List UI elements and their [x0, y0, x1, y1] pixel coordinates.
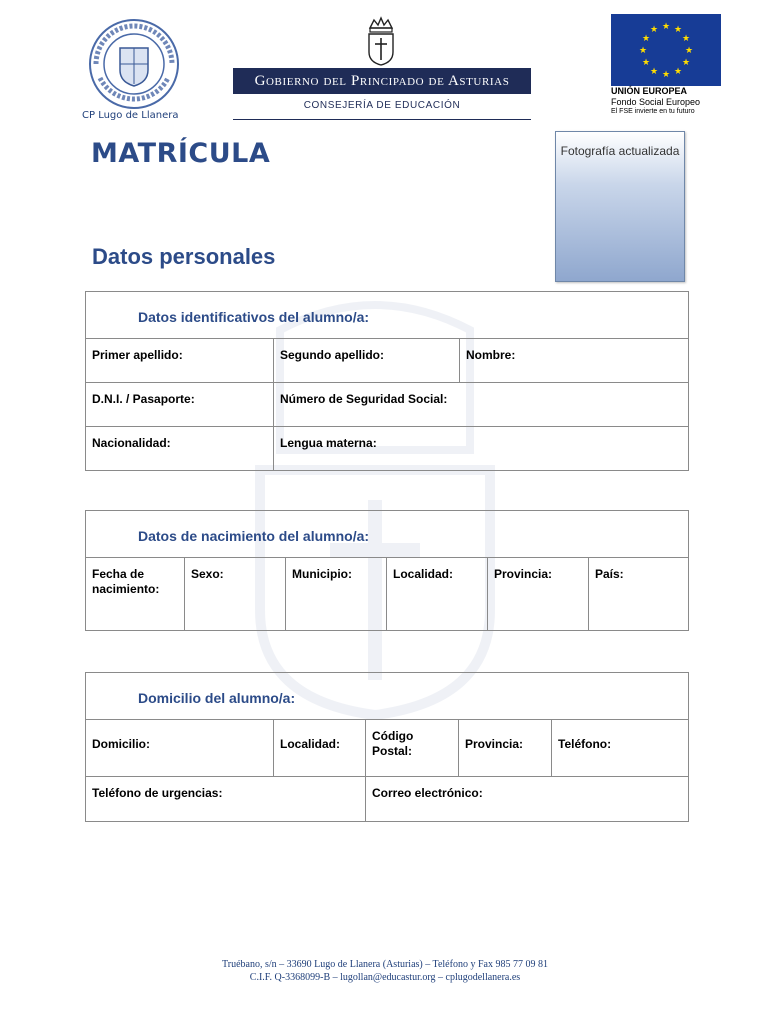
localidad-field[interactable]: Localidad:	[274, 720, 366, 776]
svg-text:★: ★	[649, 25, 659, 35]
form-row	[86, 558, 688, 630]
provincia-field[interactable]: Provincia:	[459, 720, 552, 776]
svg-text:★: ★	[673, 67, 683, 77]
svg-text:★: ★	[638, 46, 648, 56]
section-domicilio	[85, 672, 689, 822]
segundo-apellido-field[interactable]: Segundo apellido:	[274, 339, 460, 382]
footer-contact: C.I.F. Q-3368099-B – lugollan@educastur.org – cplugodellanera.es	[249, 972, 521, 983]
localidad-field[interactable]: Localidad:	[387, 558, 488, 630]
svg-text:★: ★	[684, 46, 694, 56]
svg-text:★: ★	[641, 34, 651, 44]
section-nacimiento	[85, 510, 689, 631]
telefono-urgencias-field[interactable]: Teléfono de urgencias:	[86, 777, 366, 821]
correo-electronico-field[interactable]: Correo electrónico:	[372, 786, 483, 800]
section-heading	[86, 292, 688, 339]
section-heading	[86, 673, 688, 720]
eu-subtitle: Fondo Social Europeo	[611, 97, 701, 107]
svg-text:★: ★	[681, 58, 691, 68]
municipio-field[interactable]: Municipio:	[286, 558, 387, 630]
sexo-field[interactable]: Sexo:	[185, 558, 286, 630]
school-caption: CP Lugo de Llanera	[82, 110, 179, 121]
department-name: CONSEJERÍA DE EDUCACIÓN	[303, 100, 461, 111]
photo-placeholder[interactable]	[555, 131, 685, 282]
fecha-nacimiento-field[interactable]: Fecha de nacimiento:	[86, 558, 185, 630]
section-heading-text: Datos de nacimiento del alumno/a:	[138, 528, 370, 544]
page-title: MATRÍCULA	[91, 138, 271, 169]
svg-text:★: ★	[661, 22, 671, 32]
section-identificativos	[85, 291, 689, 471]
codigo-postal-field[interactable]: Código Postal:	[366, 720, 459, 776]
nombre-field[interactable]: Nombre:	[466, 348, 516, 362]
form-row	[86, 383, 688, 427]
eu-motto: El FSE invierte en tu futuro	[611, 108, 695, 115]
seguridad-social-field[interactable]: Número de Seguridad Social:	[280, 392, 448, 406]
eu-flag-icon	[611, 14, 721, 86]
lengua-materna-field[interactable]: Lengua materna:	[280, 436, 377, 450]
form-row	[86, 339, 688, 383]
government-banner: Gobierno del Principado de Asturias	[233, 68, 531, 94]
svg-text:★: ★	[641, 58, 651, 68]
pais-field[interactable]: País:	[595, 567, 624, 581]
form-row	[86, 720, 688, 777]
svg-text:★: ★	[673, 25, 683, 35]
section-heading	[86, 511, 688, 558]
footer	[0, 958, 770, 984]
svg-text:★: ★	[681, 34, 691, 44]
photo-label: Fotografía actualizada	[560, 144, 680, 158]
dni-field[interactable]: D.N.I. / Pasaporte:	[86, 383, 274, 426]
svg-text:★: ★	[661, 70, 671, 80]
header-divider	[233, 119, 531, 120]
svg-text:★: ★	[649, 67, 659, 77]
section-subtitle: Datos personales	[92, 244, 276, 269]
telefono-field[interactable]: Teléfono:	[558, 737, 612, 751]
provincia-field[interactable]: Provincia:	[488, 558, 589, 630]
nacionalidad-field[interactable]: Nacionalidad:	[86, 427, 274, 470]
domicilio-field[interactable]: Domicilio:	[86, 720, 274, 776]
school-seal-logo	[88, 18, 180, 110]
eu-title: UNIÓN EUROPEA	[611, 86, 688, 96]
section-heading-text: Datos identificativos del alumno/a:	[138, 309, 370, 325]
footer-address: Truébano, s/n – 33690 Lugo de Llanera (Asturias) – Teléfono y Fax 985 77 09 81	[222, 959, 548, 970]
section-heading-text: Domicilio del alumno/a:	[138, 690, 296, 706]
asturias-crest-icon	[364, 14, 398, 66]
form-row	[86, 777, 688, 821]
form-row	[86, 427, 688, 470]
primer-apellido-field[interactable]: Primer apellido:	[86, 339, 274, 382]
